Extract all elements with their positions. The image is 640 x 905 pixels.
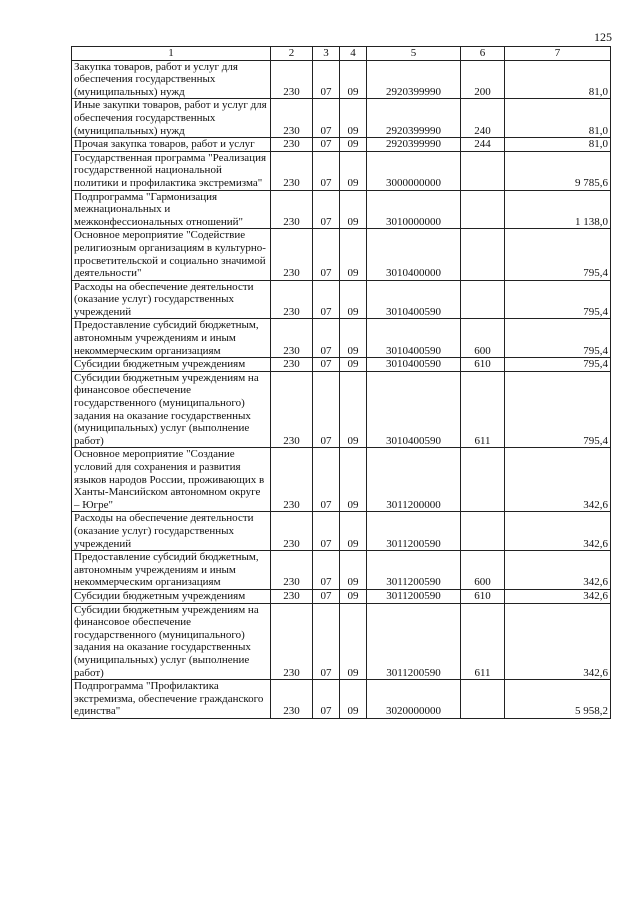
table-row — [72, 319, 611, 358]
target-article-code: 3011200590 — [367, 512, 461, 551]
expense-type-code: 240 — [461, 99, 505, 138]
section-code: 07 — [313, 151, 340, 190]
expense-name: Подпрограмма "Гармонизация межнациональных и межконфессиональных отношений" — [72, 190, 271, 229]
expense-name: Субсидии бюджетным учреждениям — [72, 589, 271, 603]
column-number-row — [72, 47, 611, 61]
subsection-code: 09 — [340, 589, 367, 603]
subsection-code: 09 — [340, 60, 367, 99]
expense-name: Предоставление субсидий бюджетным, автономным учреждениям и иным некоммерческим организациям — [72, 319, 271, 358]
ministry-code: 230 — [271, 358, 313, 372]
subsection-code: 09 — [340, 448, 367, 512]
section-code: 07 — [313, 589, 340, 603]
amount: 795,4 — [505, 229, 611, 280]
expense-type-code — [461, 448, 505, 512]
expense-type-code: 600 — [461, 551, 505, 590]
table-row — [72, 190, 611, 229]
expense-name: Основное мероприятие "Создание условий для сохранения и развития языков народов России, проживающих в Ханты-Мансийском автономном округе – Югре" — [72, 448, 271, 512]
table-row — [72, 280, 611, 319]
amount: 795,4 — [505, 280, 611, 319]
expense-name: Субсидии бюджетным учреждениям — [72, 358, 271, 372]
column-number: 1 — [72, 47, 271, 61]
expense-name: Расходы на обеспечение деятельности (оказание услуг) государственных учреждений — [72, 280, 271, 319]
expense-type-code: 200 — [461, 60, 505, 99]
table-row — [72, 512, 611, 551]
section-code: 07 — [313, 138, 340, 152]
ministry-code: 230 — [271, 151, 313, 190]
section-code: 07 — [313, 190, 340, 229]
section-code: 07 — [313, 371, 340, 448]
subsection-code: 09 — [340, 151, 367, 190]
section-code: 07 — [313, 319, 340, 358]
expense-type-code — [461, 680, 505, 719]
expense-type-code: 600 — [461, 319, 505, 358]
table-row — [72, 60, 611, 99]
section-code: 07 — [313, 99, 340, 138]
section-code: 07 — [313, 551, 340, 590]
amount: 795,4 — [505, 319, 611, 358]
expense-type-code: 610 — [461, 589, 505, 603]
amount: 1 138,0 — [505, 190, 611, 229]
expense-name: Предоставление субсидий бюджетным, автономным учреждениям и иным некоммерческим организациям — [72, 551, 271, 590]
target-article-code: 3020000000 — [367, 680, 461, 719]
target-article-code: 3011200000 — [367, 448, 461, 512]
subsection-code: 09 — [340, 319, 367, 358]
ministry-code: 230 — [271, 319, 313, 358]
expense-type-code — [461, 512, 505, 551]
column-number: 2 — [271, 47, 313, 61]
expense-type-code — [461, 229, 505, 280]
ministry-code: 230 — [271, 371, 313, 448]
expense-name: Расходы на обеспечение деятельности (оказание услуг) государственных учреждений — [72, 512, 271, 551]
page-number: 125 — [594, 30, 612, 44]
section-code: 07 — [313, 358, 340, 372]
column-number: 3 — [313, 47, 340, 61]
target-article-code: 2920399990 — [367, 60, 461, 99]
section-code: 07 — [313, 512, 340, 551]
ministry-code: 230 — [271, 551, 313, 590]
expense-type-code: 611 — [461, 603, 505, 680]
table-row — [72, 589, 611, 603]
ministry-code: 230 — [271, 603, 313, 680]
table-row — [72, 138, 611, 152]
table-row — [72, 229, 611, 280]
ministry-code: 230 — [271, 680, 313, 719]
table-row — [72, 151, 611, 190]
expense-type-code: 611 — [461, 371, 505, 448]
subsection-code: 09 — [340, 138, 367, 152]
column-number: 6 — [461, 47, 505, 61]
expense-name: Субсидии бюджетным учреждениям на финансовое обеспечение государственного (муниципального) задания на оказание государственных (муниципальных) услуг (выполнение работ) — [72, 603, 271, 680]
target-article-code: 3011200590 — [367, 551, 461, 590]
section-code: 07 — [313, 680, 340, 719]
table-row — [72, 603, 611, 680]
amount: 342,6 — [505, 589, 611, 603]
expense-name: Государственная программа "Реализация государственной национальной политики и профилактика экстремизма" — [72, 151, 271, 190]
ministry-code: 230 — [271, 589, 313, 603]
ministry-code: 230 — [271, 99, 313, 138]
ministry-code: 230 — [271, 448, 313, 512]
ministry-code: 230 — [271, 138, 313, 152]
amount: 342,6 — [505, 603, 611, 680]
expense-type-code: 610 — [461, 358, 505, 372]
table-row — [72, 358, 611, 372]
subsection-code: 09 — [340, 99, 367, 138]
budget-table — [71, 46, 611, 719]
table-row — [72, 680, 611, 719]
table-row — [72, 371, 611, 448]
ministry-code: 230 — [271, 60, 313, 99]
ministry-code: 230 — [271, 229, 313, 280]
expense-type-code: 244 — [461, 138, 505, 152]
amount: 5 958,2 — [505, 680, 611, 719]
target-article-code: 3010000000 — [367, 190, 461, 229]
table-row — [72, 551, 611, 590]
ministry-code: 230 — [271, 280, 313, 319]
ministry-code: 230 — [271, 190, 313, 229]
expense-name: Закупка товаров, работ и услуг для обеспечения государственных (муниципальных) нужд — [72, 60, 271, 99]
amount: 342,6 — [505, 551, 611, 590]
section-code: 07 — [313, 229, 340, 280]
target-article-code: 3000000000 — [367, 151, 461, 190]
section-code: 07 — [313, 60, 340, 99]
subsection-code: 09 — [340, 358, 367, 372]
amount: 81,0 — [505, 99, 611, 138]
section-code: 07 — [313, 603, 340, 680]
table-row — [72, 448, 611, 512]
section-code: 07 — [313, 280, 340, 319]
amount: 795,4 — [505, 371, 611, 448]
table-row — [72, 99, 611, 138]
expense-name: Субсидии бюджетным учреждениям на финансовое обеспечение государственного (муниципального) задания на оказание государственных (муниципальных) услуг (выполнение работ) — [72, 371, 271, 448]
amount: 81,0 — [505, 138, 611, 152]
expense-type-code — [461, 151, 505, 190]
amount: 9 785,6 — [505, 151, 611, 190]
expense-type-code — [461, 190, 505, 229]
amount: 81,0 — [505, 60, 611, 99]
target-article-code: 3010400000 — [367, 229, 461, 280]
expense-name: Основное мероприятие "Содействие религиозным организациям в культурно-просветительской и социально значимой деятельности" — [72, 229, 271, 280]
section-code: 07 — [313, 448, 340, 512]
subsection-code: 09 — [340, 371, 367, 448]
expense-name: Прочая закупка товаров, работ и услуг — [72, 138, 271, 152]
subsection-code: 09 — [340, 680, 367, 719]
target-article-code: 3010400590 — [367, 319, 461, 358]
subsection-code: 09 — [340, 551, 367, 590]
subsection-code: 09 — [340, 190, 367, 229]
target-article-code: 3010400590 — [367, 371, 461, 448]
amount: 795,4 — [505, 358, 611, 372]
subsection-code: 09 — [340, 229, 367, 280]
target-article-code: 3011200590 — [367, 603, 461, 680]
expense-name: Подпрограмма "Профилактика экстремизма, обеспечение гражданского единства" — [72, 680, 271, 719]
target-article-code: 2920399990 — [367, 99, 461, 138]
target-article-code: 3010400590 — [367, 280, 461, 319]
subsection-code: 09 — [340, 603, 367, 680]
amount: 342,6 — [505, 448, 611, 512]
target-article-code: 2920399990 — [367, 138, 461, 152]
expense-type-code — [461, 280, 505, 319]
target-article-code: 3011200590 — [367, 589, 461, 603]
expense-name: Иные закупки товаров, работ и услуг для обеспечения государственных (муниципальных) нужд — [72, 99, 271, 138]
column-number: 4 — [340, 47, 367, 61]
column-number: 7 — [505, 47, 611, 61]
target-article-code: 3010400590 — [367, 358, 461, 372]
subsection-code: 09 — [340, 280, 367, 319]
amount: 342,6 — [505, 512, 611, 551]
column-number: 5 — [367, 47, 461, 61]
ministry-code: 230 — [271, 512, 313, 551]
subsection-code: 09 — [340, 512, 367, 551]
